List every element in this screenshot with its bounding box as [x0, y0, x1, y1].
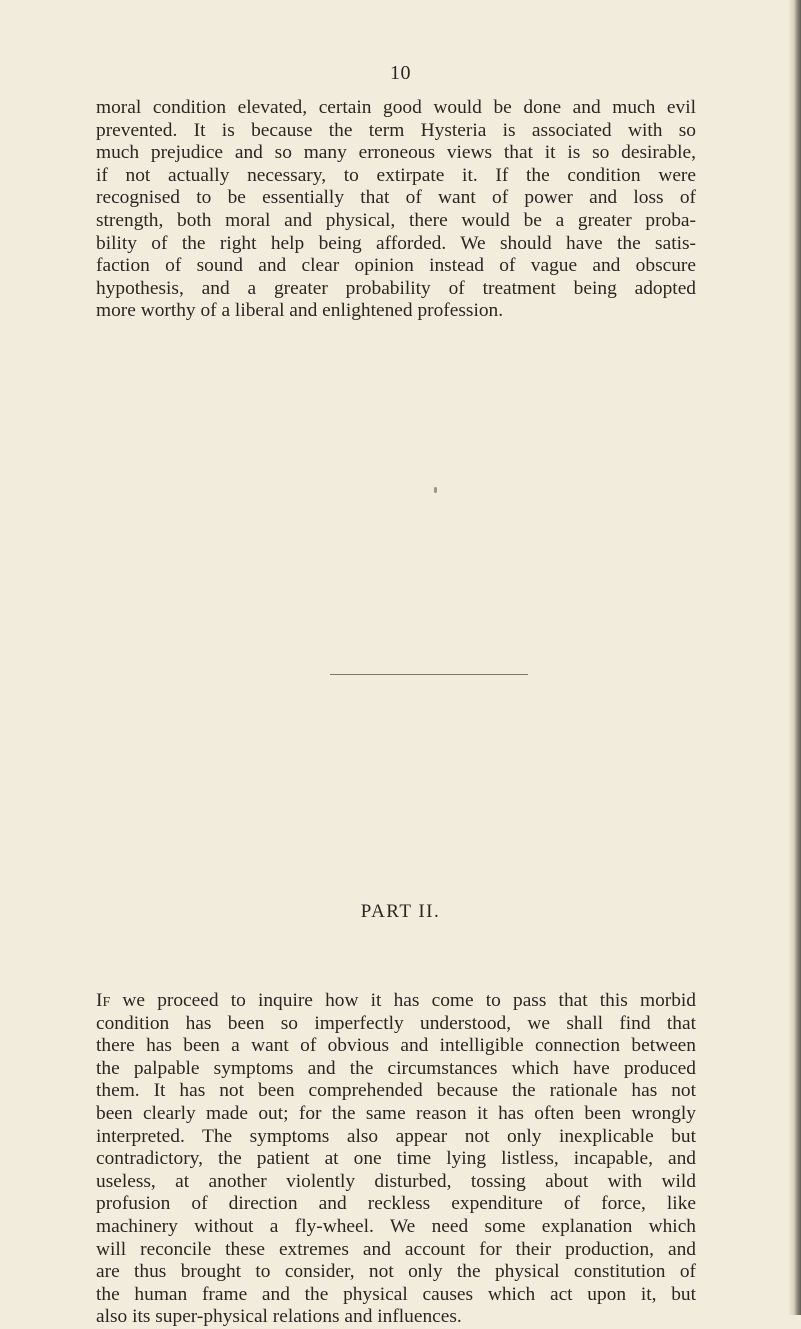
text-line: the human frame and the physical causes which act upon it, but [96, 1283, 696, 1305]
text-line: will reconcile these extremes and account for their production, and [96, 1238, 696, 1260]
opening-rest: we proceed to inquire how it has come to pass that this morbid [110, 990, 696, 1011]
text-line: condition has been so imperfectly understood, we shall find that [96, 1012, 696, 1034]
section-divider [330, 674, 528, 675]
text-line: also its super-physical relations and influences. [96, 1306, 462, 1328]
paragraph-intro [96, 97, 696, 323]
text-line: more worthy of a liberal and enlightened profession. [96, 300, 504, 322]
text-line: useless, at another violently disturbed, tossing about with wild [96, 1170, 696, 1192]
text-line: much prejudice and so many erroneous views that it is so desirable, [96, 142, 696, 164]
text-line: recognised to be essentially that of want of power and loss of [96, 187, 696, 209]
text-line: them. It has not been comprehended because the rationale has not [96, 1080, 696, 1102]
text-line: strength, both moral and physical, there would be a greater proba- [96, 209, 696, 231]
page-edge-shadow [789, 0, 801, 1315]
page-number: 10 [390, 62, 411, 84]
text-line: profusion of direction and reckless expenditure of force, like [96, 1193, 696, 1215]
text-line: bility of the right help being afforded. We should have the satis- [96, 232, 696, 254]
text-line: moral condition elevated, certain good would be done and much evil [96, 97, 696, 118]
text-line: the palpable symptoms and the circumstances which have produced [96, 1057, 696, 1079]
text-line: hypothesis, and a greater probability of treatment being adopted [96, 277, 696, 299]
section-heading: PART II. [360, 901, 441, 922]
text-line: prevented. It is because the term Hysteria is associated with so [96, 119, 696, 141]
text-line: contradictory, the patient at one time lying listless, incapable, and [96, 1148, 696, 1170]
text-line: if not actually necessary, to extirpate it. If the condition were [96, 164, 696, 186]
paper-speck [434, 487, 437, 493]
opening-small-caps: If [96, 990, 111, 1011]
text-line: are thus brought to consider, not only the physical constitution of [96, 1261, 696, 1283]
text-line-opening [96, 990, 696, 1013]
text-line: interpreted. The symptoms also appear not only inexplicable but [96, 1125, 696, 1147]
text-line: machinery without a fly-wheel. We need some explanation which [96, 1215, 696, 1237]
text-line: there has been a want of obvious and intelligible connection between [96, 1035, 696, 1057]
text-line: faction of sound and clear opinion instead of vague and obscure [96, 255, 696, 277]
paragraph-part-two [96, 990, 696, 1329]
text-line: been clearly made out; for the same reason it has often been wrongly [96, 1102, 696, 1124]
